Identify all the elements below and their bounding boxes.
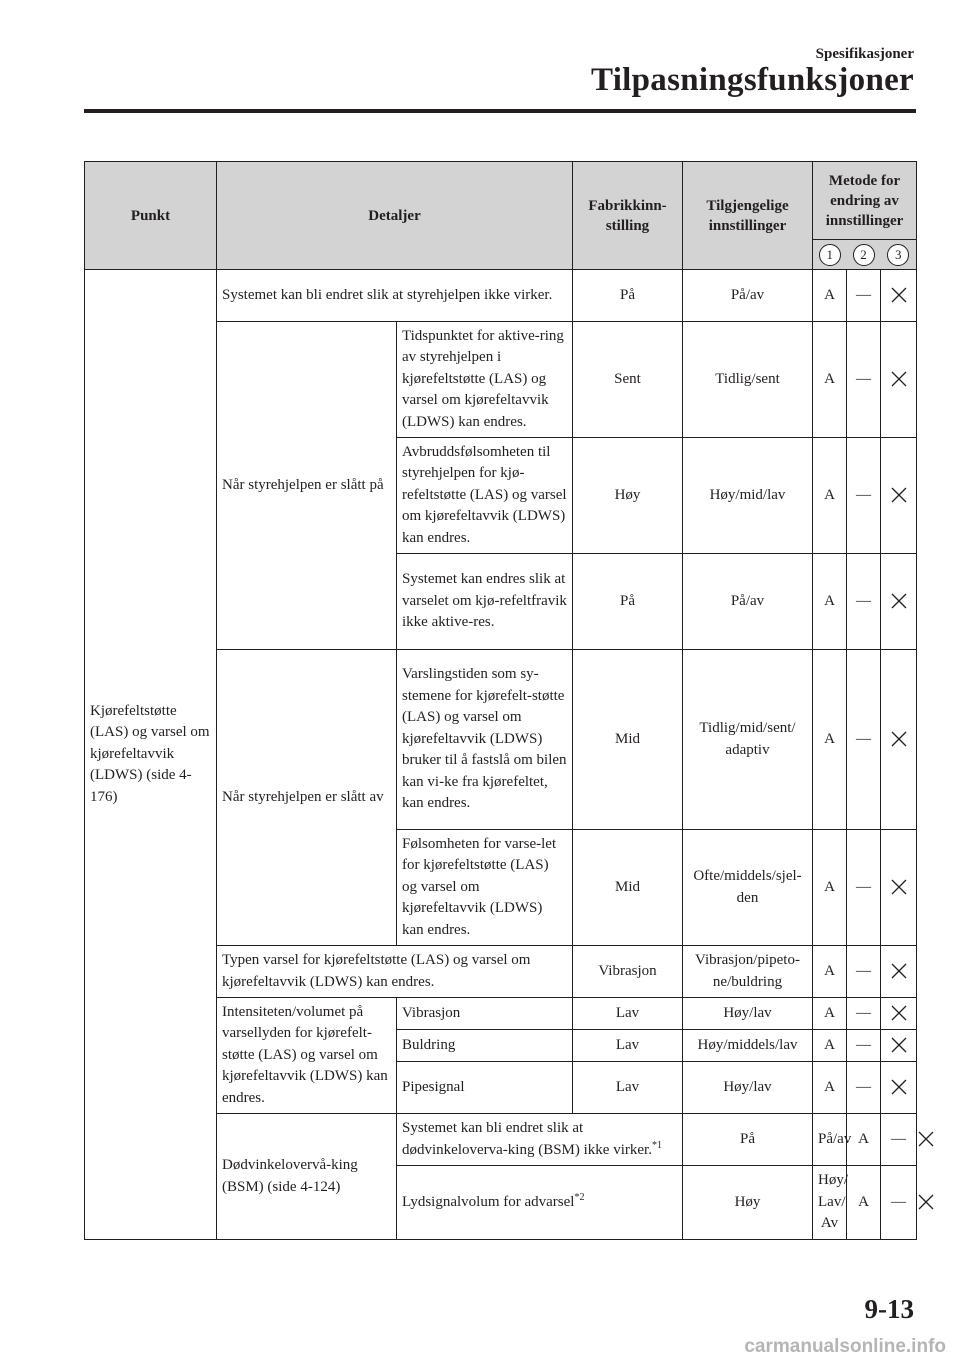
method-3-value [881, 1030, 917, 1062]
method-1-header [813, 240, 847, 270]
row-detail: Buldring [397, 1030, 573, 1062]
x-mark-icon [890, 592, 908, 610]
x-mark-icon [890, 486, 908, 504]
item-lane-assist: Kjørefeltstøtte (LAS) og varsel om kjørefeltavvik (LDWS) (side 4-176) [85, 270, 217, 1240]
table-row [85, 270, 917, 322]
row-available: Høy/lav [683, 1062, 813, 1114]
header-tilgjengelige: Tilgjengelige innstillinger [683, 162, 813, 270]
method-1-value: A [813, 1062, 847, 1114]
method-1-value: A [813, 438, 847, 554]
row-factory: Lav [573, 1030, 683, 1062]
x-mark-icon [890, 1004, 908, 1022]
method-3-value [881, 946, 917, 998]
row-available: På/av [683, 554, 813, 650]
row-factory: Høy [573, 438, 683, 554]
x-mark-icon [890, 730, 908, 748]
header-detaljer: Detaljer [217, 162, 573, 270]
row-available: På/av [813, 1114, 847, 1166]
row-detail: Systemet kan endres slik at varselet om kjø-refeltfravik ikke aktive-res. [397, 554, 573, 650]
circled-1-icon: 1 [819, 244, 841, 266]
circled-3-icon: 3 [887, 244, 909, 266]
method-1-value: A [813, 650, 847, 830]
row-detail: Avbruddsfølsomheten til styrehjelpen for kjø-refeltstøtte (LAS) og varsel om kjørefeltavvik (LDWS) kan endres. [397, 438, 573, 554]
footnote-marker: *1 [651, 1139, 662, 1151]
method-1-value: A [813, 830, 847, 946]
method-1-value: A [813, 554, 847, 650]
method-1-value: A [813, 1030, 847, 1062]
row-available: Tidlig/sent [683, 322, 813, 438]
x-mark-icon [890, 370, 908, 388]
method-2-value: — [847, 650, 881, 830]
watermark: carmanualsonline.info [744, 1336, 946, 1357]
row-factory: Mid [573, 830, 683, 946]
method-3-header [881, 240, 917, 270]
method-1-value: A [813, 946, 847, 998]
row-detail: Typen varsel for kjørefeltstøtte (LAS) og varsel om kjørefeltavvik (LDWS) kan endres. [217, 946, 573, 998]
row-factory: På [573, 270, 683, 322]
method-2-value: — [847, 830, 881, 946]
method-2-value: — [847, 438, 881, 554]
row-available: Høy/ Lav/ Av [813, 1166, 847, 1240]
page-title: Tilpasningsfunksjoner [591, 62, 914, 98]
item-blind-spot: Dødvinkelovervå-king (BSM) (side 4-124) [217, 1114, 397, 1240]
method-3-value [881, 438, 917, 554]
row-available: Høy/lav [683, 998, 813, 1030]
header-metode: Metode for endring av innstillinger [813, 162, 917, 240]
subitem-steering-on: Når styrehjelpen er slått på [217, 322, 397, 650]
x-mark-icon [890, 1078, 908, 1096]
row-available: Ofte/middels/sjel-den [683, 830, 813, 946]
header-fabrikk: Fabrikkinn-stilling [573, 162, 683, 270]
circled-2-icon: 2 [853, 244, 875, 266]
row-factory: Høy [683, 1166, 813, 1240]
method-1-value: A [847, 1114, 881, 1166]
header-rule [84, 109, 916, 113]
footnote-marker: *2 [574, 1191, 585, 1203]
row-factory: Mid [573, 650, 683, 830]
row-available: Vibrasjon/pipeto-ne/buldring [683, 946, 813, 998]
row-factory: Lav [573, 1062, 683, 1114]
subitem-steering-off: Når styrehjelpen er slått av [217, 650, 397, 946]
x-mark-icon [890, 1036, 908, 1054]
row-factory: Vibrasjon [573, 946, 683, 998]
method-3-value [881, 830, 917, 946]
method-1-value: A [813, 322, 847, 438]
section-title: Spesifikasjoner [815, 46, 914, 62]
row-detail: Tidspunktet for aktive-ring av styrehjelpen i kjørefeltstøtte (LAS) og varsel om kjørefeltavvik (LDWS) kan endres. [397, 322, 573, 438]
row-available: Høy/mid/lav [683, 438, 813, 554]
x-mark-icon [890, 962, 908, 980]
method-2-value: — [847, 1062, 881, 1114]
method-2-value: — [847, 946, 881, 998]
method-2-value: — [847, 270, 881, 322]
row-factory: Sent [573, 322, 683, 438]
method-2-value: — [881, 1166, 917, 1240]
x-mark-icon [917, 1130, 935, 1148]
x-mark-icon [890, 286, 908, 304]
method-1-value: A [813, 270, 847, 322]
row-available: På/av [683, 270, 813, 322]
header-punkt: Punkt [85, 162, 217, 270]
method-1-value: A [813, 998, 847, 1030]
row-detail: Pipesignal [397, 1062, 573, 1114]
method-2-header [847, 240, 881, 270]
x-mark-icon [917, 1193, 935, 1211]
row-detail: Vibrasjon [397, 998, 573, 1030]
row-detail: Varslingstiden som sy-stemene for kjørefelt-støtte (LAS) og varsel om kjørefeltavvik (LDWS) bruker til å fastslå om bilen kan vi-ke fra kjørefeltet, kan endres. [397, 650, 573, 830]
subitem-intensity: Intensiteten/volumet på varsellyden for kjørefelt-støtte (LAS) og varsel om kjørefeltavvik (LDWS) kan endres. [217, 998, 397, 1114]
method-3-value [881, 998, 917, 1030]
method-3-value [881, 1062, 917, 1114]
method-2-value: — [847, 998, 881, 1030]
method-3-value [881, 554, 917, 650]
row-detail: Lydsignalvolum for advarsel$^{*2}$ [397, 1166, 683, 1240]
method-3-value [881, 270, 917, 322]
row-factory: På [573, 554, 683, 650]
method-2-value: — [881, 1114, 917, 1166]
row-detail: Systemet kan bli endret slik at styrehjelpen ikke virker. [217, 270, 573, 322]
row-detail: Systemet kan bli endret slik at dødvinkeloverva-king (BSM) ikke virker.$^{*1}$ [397, 1114, 683, 1166]
method-3-value [881, 322, 917, 438]
customization-table [84, 161, 917, 1240]
row-available: Tidlig/mid/sent/ adaptiv [683, 650, 813, 830]
row-factory: På [683, 1114, 813, 1166]
method-2-value: — [847, 1030, 881, 1062]
page-number: 9-13 [864, 1294, 914, 1324]
method-2-value: — [847, 322, 881, 438]
method-2-value: — [847, 554, 881, 650]
method-3-value [881, 650, 917, 830]
method-1-value: A [847, 1166, 881, 1240]
x-mark-icon [890, 878, 908, 896]
row-factory: Lav [573, 998, 683, 1030]
row-available: Høy/middels/lav [683, 1030, 813, 1062]
row-detail: Følsomheten for varse-let for kjørefeltstøtte (LAS) og varsel om kjørefeltavvik (LDWS) kan endres. [397, 830, 573, 946]
